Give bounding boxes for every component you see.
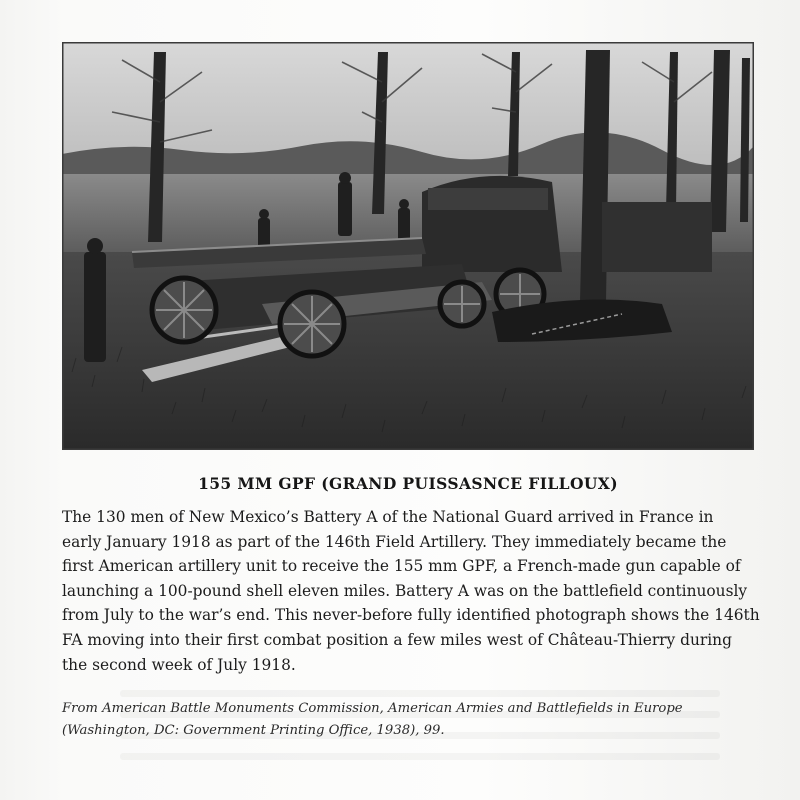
source-line: From American Battle Monuments Commission, American Armies and Battlefields in Europe <box>62 701 683 716</box>
caption-line: launching a 100-pound shell eleven miles. Battery A was on the battlefield continuously <box>62 581 748 600</box>
photo-illustration <box>62 42 754 450</box>
caption-title: 155 MM GPF (GRAND PUISSASNCE FILLOUX) <box>198 474 618 493</box>
caption-line: the second week of July 1918. <box>62 655 296 674</box>
bleed-through-lines <box>120 690 720 790</box>
bleed-through-text <box>120 0 680 30</box>
caption-line: first American artillery unit to receive the 155 mm GPF, a French-made gun capable of <box>62 557 741 576</box>
historical-photograph <box>62 42 754 450</box>
caption-line: from July to the war’s end. This never-before fully identified photograph shows the 146th <box>62 606 760 625</box>
caption-line: early January 1918 as part of the 146th Field Artillery. They immediately became the <box>62 532 727 551</box>
caption-line: FA moving into their first combat position a few miles west of Château-Thierry during <box>62 630 732 649</box>
caption-line: The 130 men of New Mexico’s Battery A of the National Guard arrived in France in <box>62 508 714 526</box>
caption-body <box>62 505 762 677</box>
source-line: (Washington, DC: Government Printing Office, 1938), 99. <box>62 723 445 738</box>
